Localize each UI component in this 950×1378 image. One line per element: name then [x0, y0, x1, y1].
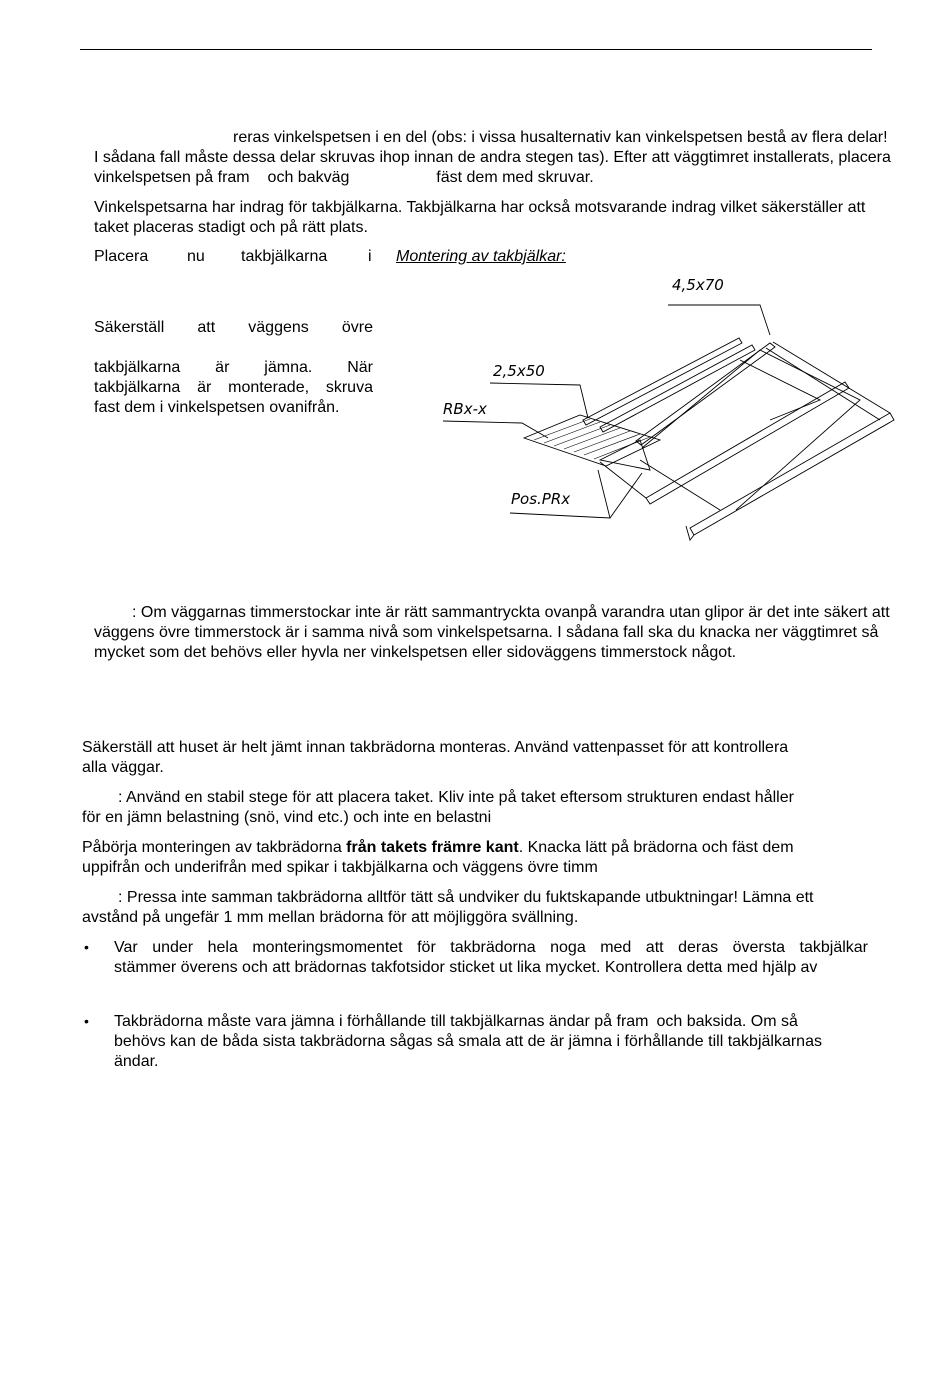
cross-beam-right-b — [766, 348, 880, 420]
label-top: 4,5x70 — [672, 276, 724, 294]
warning-ladder: : Använd en stabil stege för att placera taket. Kliv inte på taket eftersom strukturen endast håller — [118, 789, 794, 806]
ridge-beam — [636, 343, 775, 445]
brace-right — [740, 360, 820, 420]
paragraph-assembly-intro: reras vinkelspetsen i en del (obs: i vissa husalternativ kan vinkelspetsen bestå av flera delar! — [233, 129, 888, 146]
paragraph-assembly-intro-cont: I sådana fall måste dessa delar skruvas ihop innan de andra stegen tas). Efter att väggtimret installerats, placera vinkelspetsen på fram och bakväg fäst dem med skruvar. — [94, 149, 891, 186]
rafter-assembly-figure — [420, 270, 920, 560]
note-wall-logs-cont: väggens övre timmerstock är i samma nivå som vinkelspetsarna. I sådana fall ska du knacka ner väggtimret så mycket som det behövs eller hyvla ner vinkelspetsen eller sidoväggens timmerstock något. — [94, 624, 879, 661]
rafter-mounting-link[interactable]: Montering av takbjälkar: — [396, 248, 566, 265]
paragraph-check-wall: Säkerställ att väggens övre — [94, 319, 373, 336]
leader-bottom-b — [610, 473, 642, 518]
note-wall-logs: : Om väggarnas timmerstockar inte är rätt sammantryckta ovanpå varandra utan glipor är det inte säkert att — [132, 604, 890, 621]
rafter-1 — [583, 338, 742, 425]
cross-beam-mid — [642, 350, 860, 510]
warning-ladder-cont: för en jämn belastning (snö, vind etc.) och inte en belastni — [82, 809, 492, 826]
label-left: RBx-x — [443, 400, 487, 418]
label-mid: 2,5x50 — [493, 362, 545, 380]
leader-mid — [490, 383, 588, 418]
paragraph-start-boards: Påbörja monteringen av takbrädorna från takets främre kant. Knacka lätt på brädorna och fäst dem uppifrån och underifrån med spikar i takbjälkarna och väggens övre timm — [82, 839, 794, 876]
note-board-gap: : Pressa inte samman takbrädorna alltför tätt så undviker du fuktskapande utbuktningar! Lämna ett — [118, 889, 814, 906]
paragraph-rafters-even: takbjälkarna är jämna. När takbjälkarna är monterade, skruva fast dem i vinkelspetsen ovanifrån. — [94, 359, 373, 416]
paragraph-house-level: Säkerställ att huset är helt jämt innan takbrädorna monteras. Använd vattenpasset för att kontrollera alla väggar. — [82, 739, 789, 776]
leader-left — [443, 421, 548, 438]
paragraph-place-rafters: Placera nu takbjälkarna i Montering av takbjälkar: — [94, 248, 566, 265]
leader-top — [668, 305, 770, 335]
bullet-2-marker: • — [84, 1013, 89, 1029]
label-bottom: Pos.PRx — [511, 490, 571, 508]
bullet-2-text: Takbrädorna måste vara jämna i förhållande till takbjälkarnas ändar på fram och baksida. Om så behövs kan de båda sista takbrädorna sågas så smala att de är jämna i förhållande till takbjälkarnas ändar. — [114, 1013, 822, 1070]
bullet-1-text: Var under hela monteringsmomentet för takbrädorna noga med att deras översta takbjälkar stämmer överens och att brädornas takfotsidor sticket ut lika mycket. Kontrollera detta med hjälp av — [114, 939, 868, 976]
cross-beam-right — [773, 342, 890, 413]
paragraph-rafter-notches: Vinkelspetsarna har indrag för takbjälkarna. Takbjälkarna har också motsvarande indrag vilket säkerställer att taket placeras stadigt och på rätt plats. — [94, 199, 866, 236]
note-board-gap-cont: avstånd på ungefär 1 mm mellan brädorna för att möjliggöra svällning. — [82, 909, 579, 926]
header-rule — [80, 49, 872, 50]
bullet-1-marker: • — [84, 939, 89, 955]
rafter-4 — [690, 413, 894, 535]
